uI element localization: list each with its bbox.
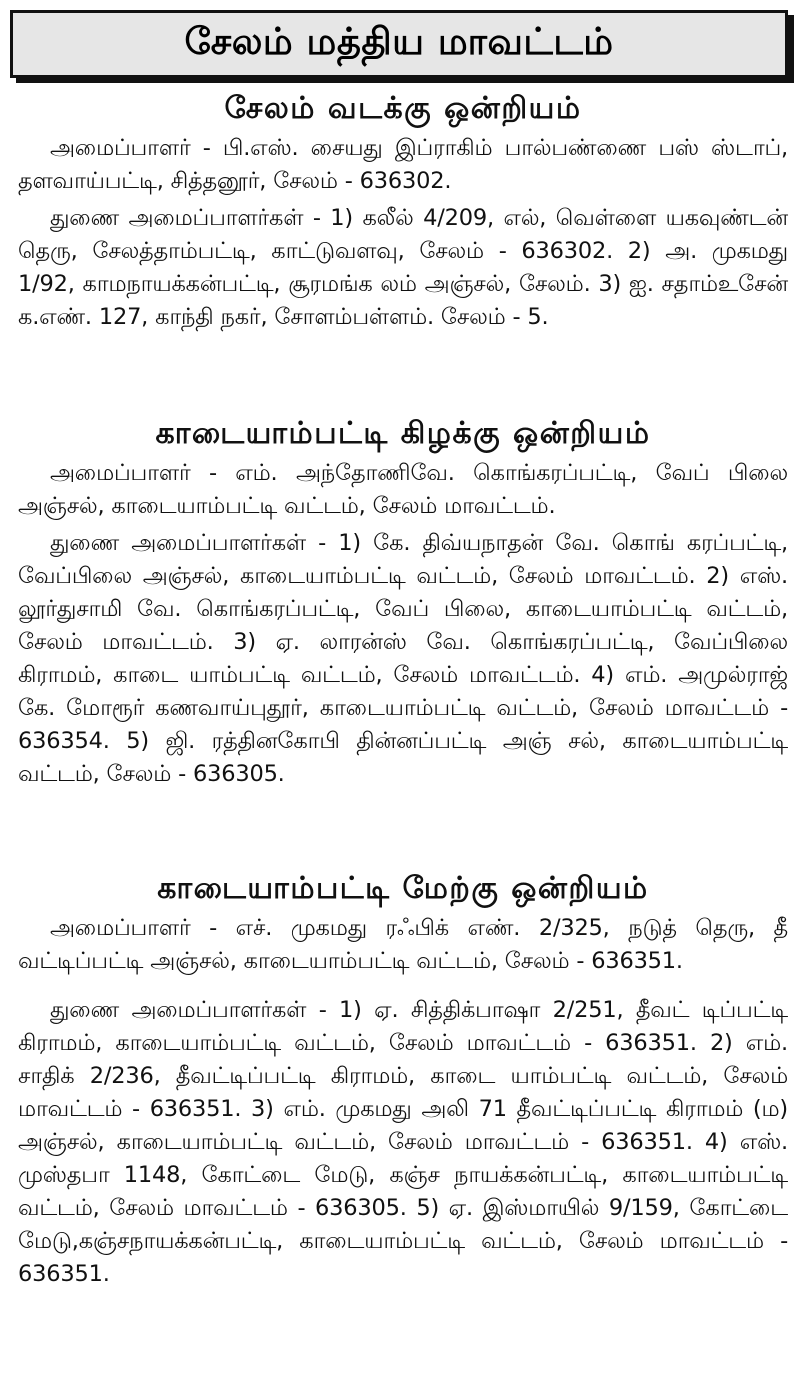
organizer-paragraph: அமைப்பாளர் - எச். முகமது ரஃபிக் எண். 2/325, நடுத் தெரு, தீ வட்டிப்பட்டி அஞ்சல், காடையாம்பட்டி வட்டம், சேலம் - 636351.: [18, 915, 788, 974]
section-heading: சேலம் வடக்கு ஒன்றியம்: [224, 91, 582, 126]
section-heading: காடையாம்பட்டி மேற்கு ஒன்றியம்: [157, 871, 649, 906]
district-title: சேலம் மத்திய மாவட்டம்: [184, 20, 614, 63]
section-kadaiyampatti-east: [18, 415, 788, 791]
district-title-box: [10, 10, 788, 78]
organizer-paragraph: அமைப்பாளர் - எம். அந்தோணிவே. கொங்கரப்பட்டி, வேப் பிலை அஞ்சல், காடையாம்பட்டி வட்டம், சேலம் மாவட்டம்.: [18, 460, 788, 519]
deputies-paragraph: துணை அமைப்பாளர்கள் - 1) ஏ. சித்திக்பாஷா 2/251, தீவட் டிப்பட்டி கிராமம், காடையாம்பட்டி வட்டம், சேலம் மாவட்டம் - 636351. 2) எம். சாதிக் 2/236, தீவட்டிப்பட்டி கிராமம், காடை யாம்பட்டி வட்டம், சேலம் மாவட்டம் - 636351. 3) எம். முகமது அலி 71 தீவட்டிப்பட்டி கிராமம் (ம) அஞ்சல், காடையாம்பட்டி வட்டம், சேலம் மாவட்டம் - 636351. 4) எஸ். முஸ்தபா 1148, கோட்டை மேடு, கஞ்ச நாயக்கன்பட்டி, காடையாம்பட்டி வட்டம், சேலம் மாவட்டம் - 636305. 5) ஏ. இஸ்மாயில் 9/159, கோட்டை மேடு,கஞ்சநாயக்கன்பட்டி, காடையாம்பட்டி வட்டம், சேலம் மாவட்டம் - 636351.: [18, 997, 788, 1287]
section-salem-north: [18, 90, 788, 334]
organizer-paragraph: அமைப்பாளர் - பி.எஸ். சையது இப்ராகிம் பால்பண்ணை பஸ் ஸ்டாப், தளவாய்பட்டி, சித்தனூர், சேலம் - 636302.: [18, 135, 788, 194]
section-heading: காடையாம்பட்டி கிழக்கு ஒன்றியம்: [155, 416, 651, 451]
deputies-paragraph: துணை அமைப்பாளர்கள் - 1) கே. திவ்யநாதன் வே. கொங் கரப்பட்டி, வேப்பிலை அஞ்சல், காடையாம்பட்டி வட்டம், சேலம் மாவட்டம். 2) எஸ். லூர்துசாமி வே. கொங்கரப்பட்டி, வேப் பிலை, காடையாம்பட்டி வட்டம், சேலம் மாவட்டம். 3) ஏ. லாரன்ஸ் வே. கொங்கரப்பட்டி, வேப்பிலை கிராமம், காடை யாம்பட்டி வட்டம், சேலம் மாவட்டம். 4) எம். அமுல்ராஜ் கே. மோரூர் கணவாய்புதூர், காடையாம்பட்டி வட்டம், சேலம் மாவட்டம் - 636354. 5) ஜி. ரத்தினகோபி தின்னப்பட்டி அஞ் சல், காடையாம்பட்டி வட்டம், சேலம் - 636305.: [18, 530, 788, 787]
section-kadaiyampatti-west: [18, 870, 788, 1291]
deputies-paragraph: துணை அமைப்பாளர்கள் - 1) கலீல் 4/209, எல், வெள்ளை யகவுண்டன் தெரு, சேலத்தாம்பட்டி, காட்டுவளவு, சேலம் - 636302. 2) அ. முகமது 1/92, காமநாயக்கன்பட்டி, சூரமங்க லம் அஞ்சல், சேலம். 3) ஐ. சதாம்உசேன் க.எண். 127, காந்தி நகர், சோளம்பள்ளம். சேலம் - 5.: [18, 205, 788, 330]
